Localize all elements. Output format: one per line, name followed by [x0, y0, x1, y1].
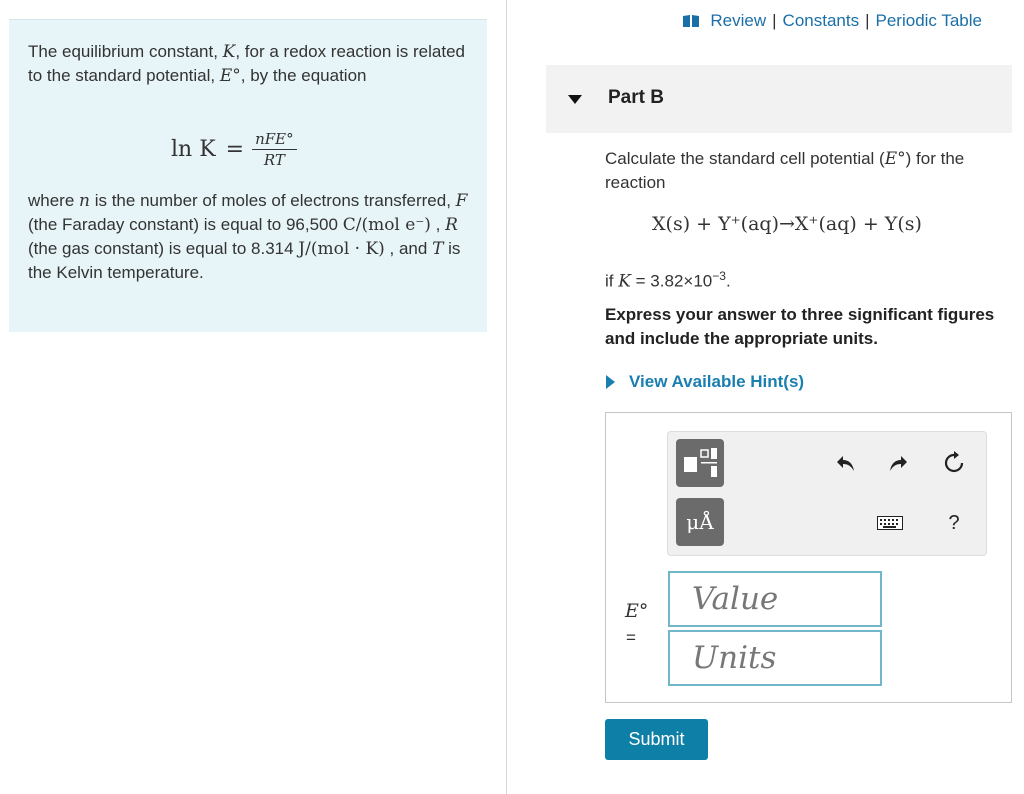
var-e-standard: E° — [219, 66, 241, 86]
var-k: K — [222, 42, 236, 62]
constants-link[interactable]: Constants — [782, 11, 860, 30]
resource-links: Review | Constants | Periodic Table — [682, 11, 982, 31]
undo-icon — [835, 453, 857, 473]
help-button[interactable]: ? — [948, 511, 960, 534]
equation-fraction — [252, 130, 297, 169]
redo-button[interactable] — [883, 448, 913, 478]
equation-equals: = — [225, 137, 245, 162]
units-button[interactable]: μÅ — [676, 498, 724, 546]
part-header[interactable] — [546, 65, 1012, 133]
units-input[interactable] — [668, 630, 882, 686]
answer-variable-label: E° — [625, 600, 649, 622]
collapse-arrow-icon[interactable] — [568, 95, 582, 104]
expand-arrow-icon — [606, 375, 615, 389]
info-paragraph-1: The equilibrium constant, K, for a redox reaction is related to the standard potential, E°, by the equation — [28, 42, 465, 86]
view-hints-toggle[interactable] — [606, 372, 804, 392]
math-toolbar — [667, 431, 987, 556]
submit-button[interactable]: Submit — [605, 719, 708, 760]
question-text: Calculate the standard cell potential (E°) for the reaction — [605, 149, 965, 192]
hint-label: View Available Hint(s) — [629, 372, 805, 391]
info-paragraph-2: where n is the number of moles of electrons transferred, F (the Faraday constant) is equal to 96,500 C/(mol e⁻) , R (the gas constant) is equal to 8.314 J/(mol · K) , and T is the Kelvin temperature. — [28, 191, 468, 282]
faraday-units: C/(mol e⁻) — [342, 215, 431, 235]
reset-icon — [942, 451, 966, 475]
answer-equals: = — [626, 628, 636, 647]
info-panel — [9, 19, 487, 332]
redo-icon — [887, 453, 909, 473]
keyboard-shortcuts-button[interactable] — [941, 510, 967, 536]
equilibrium-equation — [171, 130, 297, 169]
answer-box — [605, 412, 1012, 703]
k-value: if $K = 3.82\times 10^{-3}$. — [605, 269, 731, 292]
reaction-equation: X(s) + Y⁺(aq)→X⁺(aq) + Y(s) — [652, 213, 922, 235]
fraction-template-icon — [680, 446, 720, 480]
review-link[interactable]: Review — [710, 11, 767, 30]
equation-numerator: nFE° — [252, 130, 297, 150]
gas-constant-units: J/(mol · K) — [298, 239, 385, 259]
periodic-table-link[interactable]: Periodic Table — [875, 11, 982, 30]
equation-lhs: ln K — [171, 137, 216, 162]
equation-denominator: RT — [263, 151, 285, 169]
book-icon — [682, 14, 700, 28]
reset-button[interactable] — [939, 448, 969, 478]
value-input[interactable] — [668, 571, 882, 627]
keyboard-icon — [877, 516, 903, 530]
templates-button[interactable] — [676, 439, 724, 487]
panel-divider — [506, 0, 507, 794]
undo-button[interactable] — [831, 448, 861, 478]
answer-instruction: Express your answer to three significant figures and include the appropriate units. — [605, 305, 995, 348]
part-title: Part B — [608, 87, 664, 108]
